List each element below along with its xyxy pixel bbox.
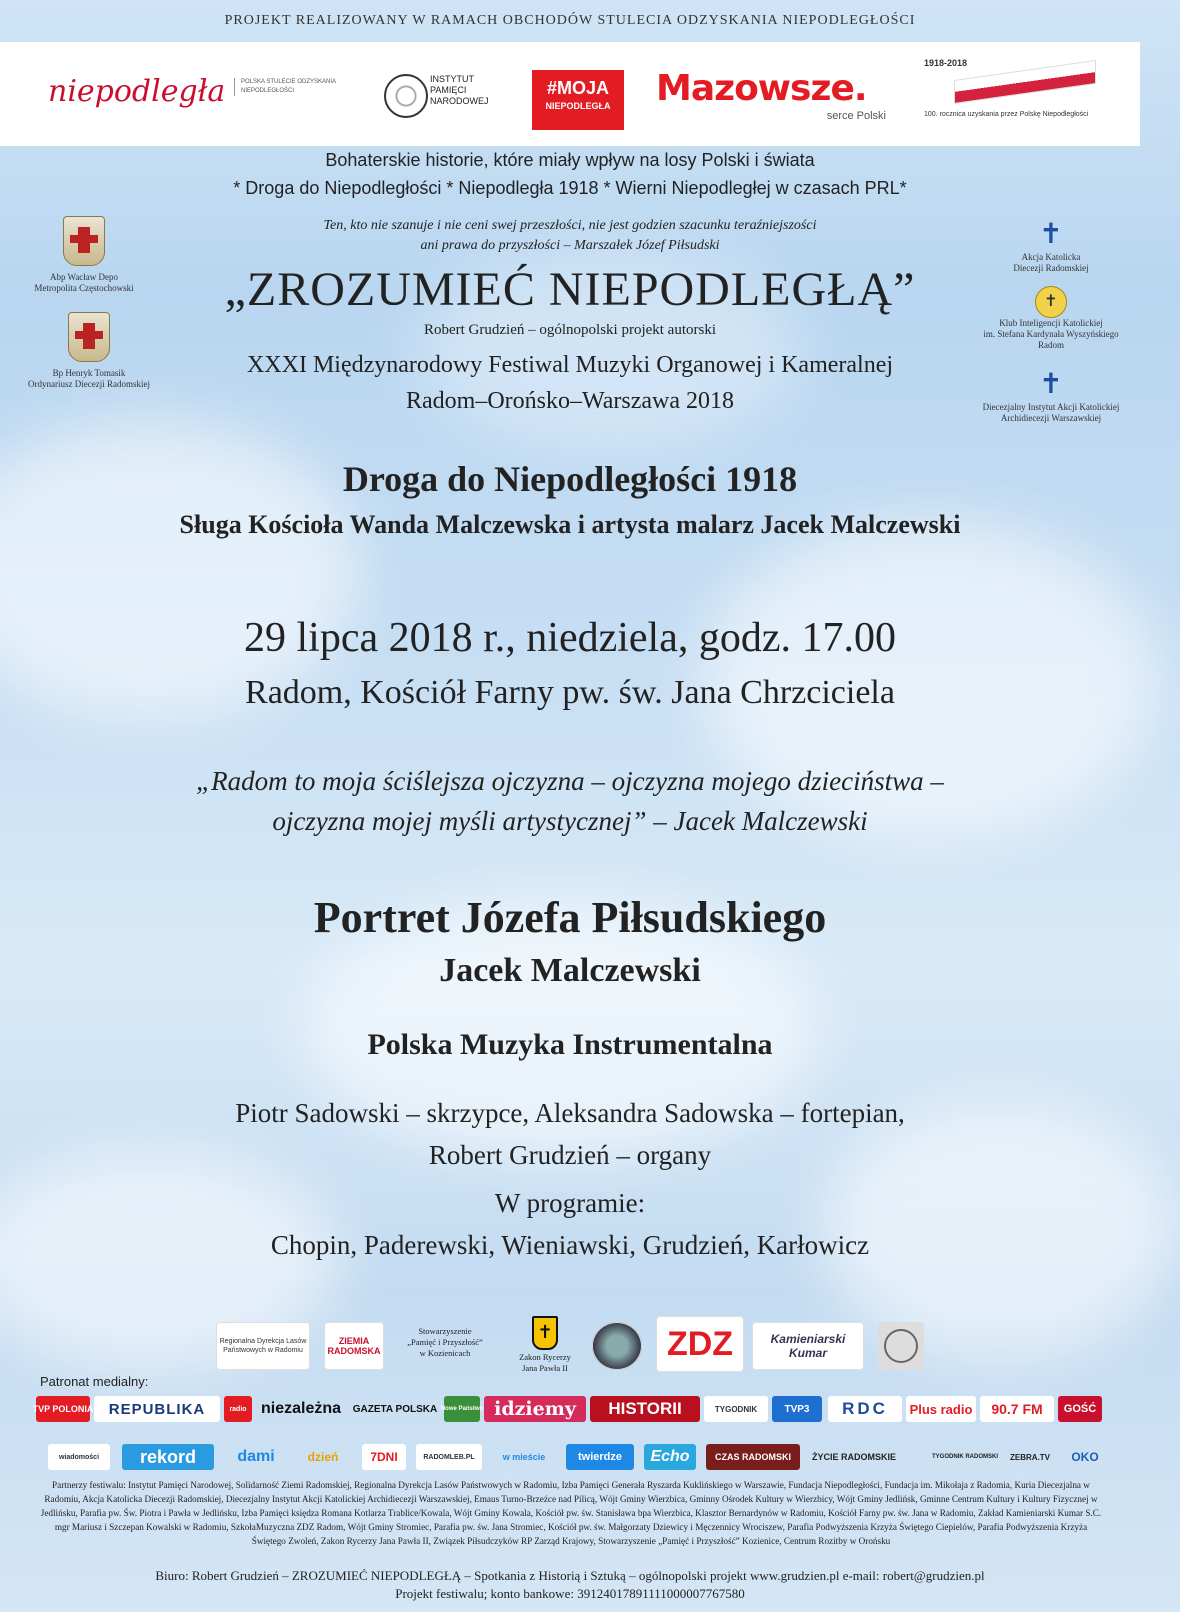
sponsor-kumar bbox=[752, 1322, 864, 1370]
mazowsze-wordmark: Mazowsze. bbox=[656, 68, 867, 109]
right-badge-2-line3: Radom bbox=[1038, 340, 1064, 350]
event-venue: Radom, Kościół Farny pw. św. Jana Chrzciciela bbox=[245, 674, 895, 711]
portrait-medal-icon bbox=[592, 1322, 642, 1370]
festival-line: XXXI Międzynarodowy Festiwal Muzyki Organowej i Kameralnej bbox=[246, 352, 894, 378]
performers-line2: Robert Grudzień – organy bbox=[428, 1140, 712, 1170]
patronat-label: Patronat medialny: bbox=[40, 1374, 149, 1389]
media-echo: Echo bbox=[644, 1444, 696, 1470]
media-gosc: GOŚĆ bbox=[1058, 1396, 1102, 1422]
media-7dni: 7DNI bbox=[362, 1444, 406, 1470]
media-zebra-tv: ZEBRA.TV bbox=[1010, 1452, 1050, 1462]
right-badge-3-line1: Diecezjalny Instytut Akcji Katolickiej bbox=[982, 402, 1120, 412]
intro-line2: * Droga do Niepodległości * Niepodległa 1918 * Wierni Niepodległej w czasach PRL* bbox=[233, 178, 907, 198]
anniversary-text: 100. rocznica uzyskania przez Polskę Niepodległości bbox=[924, 111, 1089, 118]
ipn-line3: NARODOWEJ bbox=[430, 96, 489, 106]
main-title: „ZROZUMIEĆ NIEPODLEGŁĄ” bbox=[224, 263, 916, 316]
niepodlegla-wordmark: niepodległa bbox=[48, 74, 226, 109]
ipn-line2: PAMIĘCI bbox=[430, 85, 467, 95]
media-dami: dami bbox=[237, 1448, 275, 1465]
sponsor-lasy-text: Regionalna Dyrekcja Lasów Państwowych w Radomiu bbox=[219, 1338, 307, 1354]
footer-line2: Projekt festiwalu; konto bankowe: 39124017891111000007767580 bbox=[395, 1586, 745, 1601]
right-badge-2-line2: im. Stefana Kardynała Wyszyńskiego bbox=[983, 329, 1119, 339]
media-oko: OKO bbox=[1071, 1450, 1099, 1464]
intro-line1: Bohaterskie historie, które miały wpływ na losy Polski i świata bbox=[325, 150, 815, 170]
left-badge-1-line1: Abp Wacław Depo bbox=[49, 272, 119, 282]
media-zycie-radomskie: ŻYCIE RADOMSKIE bbox=[811, 1452, 896, 1462]
author-line: Robert Grudzień – ogólnopolski projekt autorski bbox=[423, 322, 717, 338]
ipn-line1: INSTYTUT bbox=[430, 74, 474, 84]
sponsor-kumar-text: Kamieniarski Kumar bbox=[770, 1332, 846, 1360]
moja-line1: #MOJA bbox=[546, 78, 609, 98]
right-badge-3-line2: Archidiecezji Warszawskiej bbox=[1000, 413, 1102, 423]
left-badge-2-line2: Ordynariusz Diecezji Radomskiej bbox=[28, 379, 150, 389]
mazowsze-logo bbox=[656, 68, 896, 124]
media-tvp3: TVP3 bbox=[772, 1396, 822, 1422]
sponsor-lasy bbox=[216, 1322, 310, 1370]
niepodlegla-subtitle: POLSKA STULECIE ODZYSKANIA NIEPODLEGŁOŚCI bbox=[234, 78, 351, 96]
kik-logo-icon: ✝ bbox=[1035, 286, 1067, 318]
performers-line1: Piotr Sadowski – skrzypce, Aleksandra Sadowska – fortepian, bbox=[235, 1098, 905, 1128]
left-badge-2-line1: Bp Henryk Tomasik bbox=[52, 368, 126, 378]
malczewski-quote-line1: „Radom to moja ściślejsza ojczyzna – ojczyzna mojego dzieciństwa – bbox=[196, 766, 944, 796]
right-badge-1-line1: Akcja Katolicka bbox=[1021, 252, 1081, 262]
portrait-title: Portret Józefa Piłsudskiego bbox=[313, 893, 827, 942]
catholic-action-icon: ✝ bbox=[1039, 218, 1063, 249]
pilsudski-quote-line2: ani prawa do przyszłości – Marszałek Józef Piłsudski bbox=[420, 238, 720, 253]
media-niezalezna: niezależna bbox=[260, 1400, 342, 1417]
program-list: Chopin, Paderewski, Wieniawski, Grudzień, Karłowicz bbox=[270, 1230, 870, 1260]
moja-niepodlegla-logo bbox=[532, 70, 624, 130]
catholic-action-icon: ✝ bbox=[1039, 368, 1063, 399]
moja-line2: NIEPODLEGŁA bbox=[545, 101, 611, 111]
media-tvp-polonia: TVP POLONIA bbox=[36, 1396, 90, 1422]
media-nowe-panstwo: Nowe Państwo bbox=[444, 1396, 480, 1422]
music-title: Polska Muzyka Instrumentalna bbox=[367, 1028, 773, 1061]
sponsor-zdz bbox=[656, 1316, 744, 1372]
anniversary-logo bbox=[924, 58, 1104, 138]
media-w-miescie: w mieście bbox=[502, 1452, 546, 1462]
zakon-line1: Zakon Rycerzy bbox=[519, 1352, 571, 1362]
footer-line1: Biuro: Robert Grudzień – ZROZUMIEĆ NIEPODLEGŁĄ – Spotkania z Historią i Sztuką – ogólnopolski projekt www.grudzien.pl e-mail: robert@grudzien.pl bbox=[155, 1568, 985, 1583]
stowarzyszenie-line3: w Kozienicach bbox=[419, 1348, 471, 1358]
cross-shield-icon: ✝ bbox=[532, 1316, 558, 1350]
niepodlegla-logo bbox=[48, 74, 348, 118]
stowarzyszenie-line2: „Pamięć i Przyszłość” bbox=[407, 1337, 483, 1347]
mazowsze-subtitle: serce Polski bbox=[826, 110, 886, 122]
media-plus-radio: Plus radio bbox=[906, 1396, 976, 1422]
sponsor-ziemia bbox=[324, 1322, 384, 1370]
right-badge-2-line1: Klub Inteligencji Katolickiej bbox=[999, 318, 1103, 328]
media-twierdze: twierdze bbox=[566, 1444, 634, 1470]
media-czas-radomski: CZAS RADOMSKI bbox=[706, 1444, 800, 1470]
malczewski-quote-line2: ojczyzna mojej myśli artystycznej” – Jacek Malczewski bbox=[272, 806, 868, 836]
media-radomlep: RADOMLEB.PL bbox=[416, 1444, 482, 1470]
logo-bar bbox=[0, 42, 1140, 146]
seal-icon bbox=[884, 1329, 918, 1363]
sponsor-zakon bbox=[510, 1316, 580, 1374]
bishop-crest-icon bbox=[63, 216, 105, 266]
zakon-line2: Jana Pawła II bbox=[522, 1363, 568, 1373]
sponsor-ziemia-text: ZIEMIA RADOMSKA bbox=[327, 1336, 381, 1356]
section-subtitle: Sługa Kościoła Wanda Malczewska i artysta malarz Jacek Malczewski bbox=[179, 510, 961, 539]
media-idziemy: idziemy bbox=[484, 1396, 586, 1422]
section-title: Droga do Niepodległości 1918 bbox=[342, 459, 798, 499]
eagle-seal-icon bbox=[384, 74, 428, 118]
stowarzyszenie-line1: Stowarzyszenie bbox=[418, 1326, 472, 1336]
media-907fm: 90.7 FM bbox=[980, 1396, 1054, 1422]
anniversary-years: 1918-2018 bbox=[924, 58, 968, 68]
media-rdc: RDC bbox=[828, 1396, 902, 1422]
portrait-author: Jacek Malczewski bbox=[439, 952, 701, 989]
media-historii: HISTORII bbox=[590, 1396, 700, 1422]
media-tygodnik: TYGODNIK bbox=[704, 1396, 768, 1422]
cities-line: Radom–Orońsko–Warszawa 2018 bbox=[406, 388, 734, 414]
media-gazeta-polska: GAZETA POLSKA bbox=[352, 1403, 438, 1415]
top-banner: PROJEKT REALIZOWANY W RAMACH OBCHODÓW STULECIA ODZYSKANIA NIEPODLEGŁOŚCI bbox=[224, 13, 916, 28]
media-dzien: dzień bbox=[307, 1450, 339, 1464]
sponsor-seal bbox=[878, 1322, 924, 1370]
media-republika: REPUBLIKA bbox=[94, 1396, 220, 1422]
sponsor-stowarzyszenie bbox=[392, 1326, 498, 1359]
media-wiadomosci: wiadomości bbox=[48, 1444, 110, 1470]
media-tygodnik-radomski: TYGODNIK RADOMSKI bbox=[932, 1454, 998, 1460]
pilsudski-quote-line1: Ten, kto nie szanuje i nie ceni swej przeszłości, nie jest godzien szacunku teraźniejszości bbox=[323, 218, 817, 233]
event-date: 29 lipca 2018 r., niedziela, godz. 17.00 bbox=[243, 615, 896, 661]
media-rekord: rekord bbox=[122, 1444, 214, 1470]
ipn-logo bbox=[384, 70, 504, 120]
partners-text: Partnerzy festiwalu: Instytut Pamięci Narodowej, Solidarność Ziemi Radomskiej, Regionalna Dyrekcja Lasów Państwowych w Radomiu, Izba Pamięci Generała Ryszarda Kuklińskiego w Warszawie, Fundacja Niepodległości, Fundacja im. Mikołaja z Radomia, Kuria Diecezjalna w Radomiu, Akcja Katolicka Diecezji Radomskiej, Diecezjalny Instytut Akcji Katolickiej Archidiecezji Warszawskiej, Emaus Turno-Brzeźce nad Pilicą, Wójt Gminy Wierzbica, Gminny Ośrodek Kultury w Wierzbicy, Wójt Gminy Jedlińsk, Gminne Centrum Kultury i Kultury Fizycznej w Jedlińsku, Parafia pw. Św. Piotra i Pawła w Jedlińsku, Izba Pamięci księdza Romana Kotlarza Trablice/Kowala, Wójt Gminy Kowala, Kościół pw. św. Stanisława bpa Wierzbica, Klasztor Bernardynów w Radomiu, Kościół Farny pw. św. Jana w Radomiu, Zakład Kamieniarski Kumar S.C. mgr Mariusz i Szczepan Kowalski w Radomiu, SzkołaMuzyczna ZDZ Radom, Wójt Gminy Stromiec, Parafia pw. św. Jana Stromiec, Kościół pw. św. Małgorzaty Dziewicy i Męczennicy Wrociszew, Parafia Podwyższenia Krzyża Świętego Ciepielów, Parafia Podwyższenia Krzyża Świętego Zwoleń, Zakon Rycerzy Jana Pawła II, Związek Piłsudczyków RP Zarząd Krajowy, Stowarzyszenie „Pamięć i Przyszłość” Kozienice, Centrum Rozitby w Orońsku bbox=[40, 1480, 1102, 1546]
left-badge-1-line2: Metropolita Częstochowski bbox=[34, 283, 134, 293]
media-radio: radio bbox=[224, 1396, 252, 1422]
sponsor-zdz-text: ZDZ bbox=[666, 1324, 734, 1363]
right-badge-1-line2: Diecezji Radomskiej bbox=[1013, 263, 1089, 273]
program-label: W programie: bbox=[494, 1188, 646, 1218]
